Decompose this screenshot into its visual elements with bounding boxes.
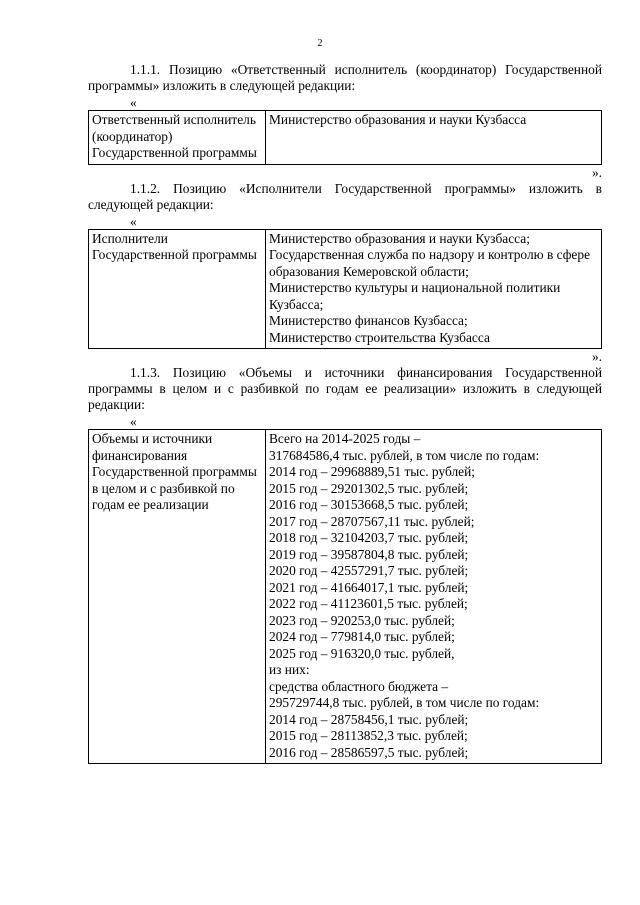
table-cell-value [266,229,602,349]
value-line: 2019 год – 39587804,8 тыс. рублей; [269,546,469,562]
value-line: 317684586,4 тыс. рублей, в том числе по годам: [269,447,540,463]
value-line: Государственная служба по надзору и контролю в сфере образования Кемеровской области; [269,247,591,279]
value-line: Министерство финансов Кузбасса; [269,313,468,328]
value-line: 2014 год – 29968889,51 тыс. рублей; [269,464,475,479]
section-intro-1: 1.1.1. Позицию «Ответственный исполнитель (координатор) Государственной программы» изложить в следующей редакции: [88,62,602,93]
table-financing [88,429,602,764]
table-cell-label: Исполнители Государственной программы [89,229,266,349]
value-line: из них: [269,662,310,677]
value-line: 2016 год – 28586597,5 тыс. рублей; [269,744,469,760]
page-number: 2 [317,38,323,49]
value-line: 2015 год – 29201302,5 тыс. рублей; [269,480,469,496]
value-line: Министерство образования и науки Кузбасса [269,112,527,127]
value-line: Министерство образования и науки Кузбасса; [269,230,530,246]
value-line: 2020 год – 42557291,7 тыс. рублей; [269,563,469,578]
value-line: средства областного бюджета – [269,678,449,694]
value-line: 2014 год – 28758456,1 тыс. рублей; [269,711,469,727]
table-cell-label: Объемы и источники финансирования Государственной программы в целом и с разбивкой по годам ее реализации [89,430,266,764]
table-executors [88,229,602,350]
close-quote-2: ». [591,349,602,364]
value-line: 2016 год – 30153668,5 тыс. рублей; [269,497,469,512]
open-quote-3: « [130,414,137,429]
open-quote-1: « [130,95,137,110]
value-line: 2015 год – 28113852,3 тыс. рублей; [269,728,468,743]
value-line: 2018 год – 32104203,7 тыс. рублей; [269,530,469,545]
value-line: Министерство культуры и национальной политики Кузбасса; [269,280,561,312]
close-quote-1: ». [591,164,602,180]
table-row [89,430,602,764]
table-cell-value [266,111,602,165]
table-cell-value [266,430,602,764]
value-line: Всего на 2014-2025 годы – [269,431,421,446]
value-line: 2023 год – 920253,0 тыс. рублей; [269,612,455,628]
section-intro-3: 1.1.3. Позицию «Объемы и источники финансирования Государственной программы в целом и с разбивкой по годам ее реализации» изложить в следующей редакции: [88,365,602,412]
value-line: 2022 год – 41123601,5 тыс. рублей; [269,596,468,611]
value-line: 2024 год – 779814,0 тыс. рублей; [269,629,455,644]
value-line: 2017 год – 28707567,11 тыс. рублей; [269,513,475,529]
value-line: 2021 год – 41664017,1 тыс. рублей; [269,579,469,595]
table-row [89,111,602,165]
document-body [88,62,602,764]
open-quote-2: « [130,213,137,229]
value-line: 295729744,8 тыс. рублей, в том числе по годам: [269,695,540,710]
value-line: Министерство строительства Кузбасса [269,329,490,345]
section-intro-2: 1.1.2. Позицию «Исполнители Государственной программы» изложить в следующей редакции: [88,180,602,212]
value-line: 2025 год – 916320,0 тыс. рублей, [269,645,455,661]
table-cell-label: Ответственный исполнитель (координатор) Государственной программы [89,111,266,165]
table-row [89,229,602,349]
table-responsible-executor [88,110,602,165]
